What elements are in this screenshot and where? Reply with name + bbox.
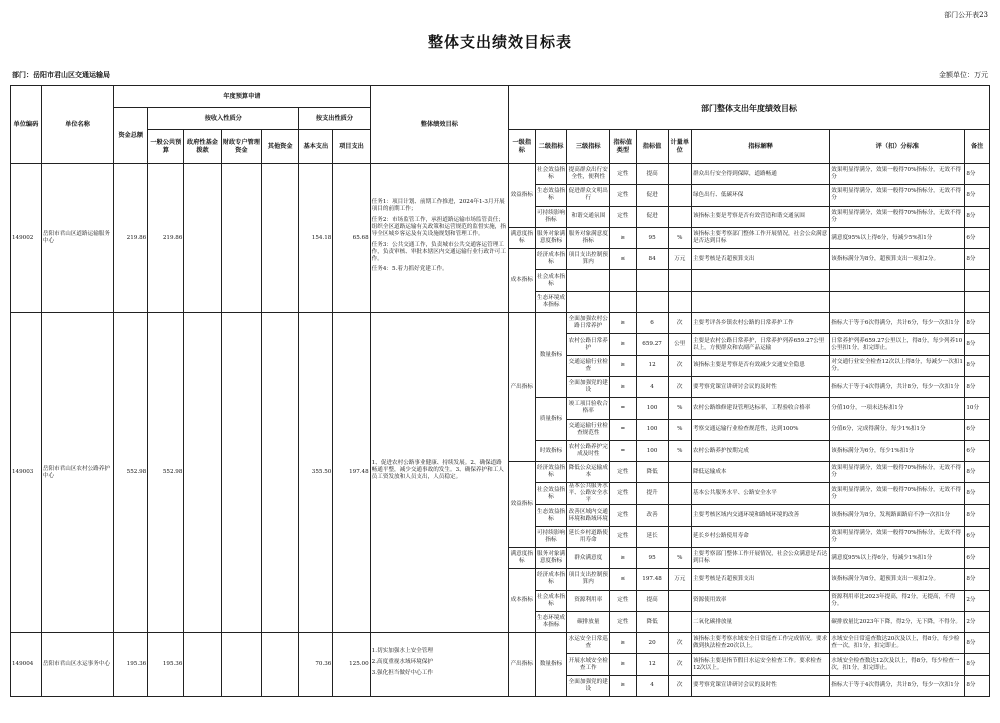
ind-explain-cell: 二氧化碳排放量 [691,611,829,632]
ind-explain-cell: 主要考核是否超预算支出 [691,249,829,270]
header-ind-value: 指标值 [636,130,668,164]
unit-cell [668,611,691,632]
unit-cell [668,291,691,312]
lvl2-cell: 时效指标 [535,440,567,461]
lvl2-cell: 生态效益指标 [535,505,567,526]
lvl1-cell: 效益指标 [508,462,535,548]
ind-explain-cell [691,270,829,291]
other-fin-cell [262,164,299,313]
lvl2-cell: 社会成本指标 [535,590,567,611]
goal-paragraph: 任务1：项目计划、前期工作推进，2024年1-3月开展项目的前期工作； [371,198,505,212]
lvl3-cell: 延长乡村道路使用寿命 [567,526,610,547]
ind-type-cell: ≥ [610,334,637,355]
ind-value-cell: 提高 [636,590,668,611]
unit-name-cell: 岳阳市君山区水运事务中心 [41,633,113,697]
ind-value-cell: 84 [636,249,668,270]
lvl2-cell: 生态环境成本指标 [535,611,567,632]
ind-explain-cell: 主要考核区域内交通环境和路域环境的改善 [691,505,829,526]
ind-explain-cell: 考察交通运输行业检查规范性，达到100% [691,419,829,440]
score-std-cell: 满意度95%以上得6分，每减少1%扣1分 [830,548,965,569]
remark-cell: 8分 [965,334,990,355]
goal-paragraph: 1.切实加强水上安全管理 [371,648,433,655]
score-std-cell: 该指标满分为8分，发现路面路肩不净一次扣1分 [830,505,965,526]
unit-cell [668,505,691,526]
score-std-cell: 分值6分，完成得满分，每少1%扣1分 [830,419,965,440]
lvl3-cell: 群众满意度 [567,548,610,569]
lvl3-cell: 水运安全日常巡查 [567,633,610,654]
project-exp-cell: 125.00 [333,633,370,697]
ind-type-cell: ≥ [610,633,637,654]
lvl1-cell: 满意度指标 [508,548,535,569]
remark-cell: 8分 [965,376,990,397]
unit-cell: 万元 [668,249,691,270]
lvl1-cell: 成本指标 [508,249,535,313]
ind-value-cell: 4 [636,376,668,397]
ind-value-cell: 6 [636,313,668,334]
gov-fund-cell [184,164,221,313]
remark-cell: 8分 [965,569,990,590]
ind-value-cell: 降低 [636,611,668,632]
overall-goal-cell [370,633,508,697]
remark-cell: 2分 [965,611,990,632]
general-budget-cell: 195.36 [148,633,184,697]
lvl2-cell: 可持续影响指标 [535,526,567,547]
unit-cell: % [668,548,691,569]
lvl1-cell: 满意度指标 [508,227,535,248]
ind-explain-cell: 该指标主要考察部门整体工作开展情况，社会公众满意是否达到目标 [691,227,829,248]
remark-cell: 6分 [965,548,990,569]
lvl2-cell: 社会效益指标 [535,483,567,505]
ind-type-cell [610,270,637,291]
header-gov-fund: 政府性基金拨款 [184,130,221,164]
header-income-group: 按收入性质分 [148,108,299,130]
ind-type-cell: 定性 [610,611,637,632]
ind-value-cell: 4 [636,675,668,696]
unit-cell: % [668,419,691,440]
ind-type-cell: ≥ [610,355,637,376]
ind-value-cell: 促进 [636,185,668,206]
ind-type-cell: 定性 [610,505,637,526]
ind-value-cell: 100 [636,398,668,419]
remark-cell [965,291,990,312]
remark-cell: 8分 [965,462,990,483]
remark-cell: 10分 [965,398,990,419]
gov-fund-cell [184,313,221,633]
header-basic-exp: 基本支出 [299,130,333,164]
unit-cell [668,185,691,206]
lvl3-cell: 资源利用率 [567,590,610,611]
score-std-cell: 对交通行业安全检查12次以上得8分，每减少一次扣1分。 [830,355,965,376]
score-std-cell [830,291,965,312]
lvl3-cell [567,291,610,312]
lvl2-cell: 社会成本指标 [535,270,567,291]
score-std-cell [830,270,965,291]
unit-name-cell: 岳阳市君山区道路运输服务中心 [41,164,113,313]
remark-cell [965,270,990,291]
overall-goal-cell [370,313,508,633]
lvl3-cell: 全面加强农村公路日常养护 [567,313,610,334]
header-lvl1: 一级指标 [508,130,535,164]
ind-explain-cell: 绿色出行、低碳环保 [691,185,829,206]
lvl3-cell: 碳排放量 [567,611,610,632]
header-ind-explain: 指标解释 [691,130,829,164]
ind-type-cell: 定性 [610,164,637,185]
lvl3-cell: 竣工项目验收合格率 [567,398,610,419]
ind-explain-cell: 该指标主要是指节假日水运安全检查工作。要求检查12次以上。 [691,654,829,675]
amount-unit-label: 金额单位：万元 [939,71,988,79]
table-row [11,313,990,334]
ind-value-cell: 100 [636,440,668,461]
lvl2-cell: 服务对象满意度指标 [535,227,567,248]
lvl2-cell: 服务对象满意度指标 [535,548,567,569]
score-std-cell: 效果明显得满分，效果一般得70%指标分，无效不得分 [830,206,965,227]
header-total: 资金总额 [114,108,148,164]
header-budget-group: 年度预算申请 [114,86,370,108]
ind-value-cell: 659.27 [636,334,668,355]
header-expense-group: 按支出性质分 [299,108,370,130]
header-unit: 计量单位 [668,130,691,164]
lvl1-cell: 产出指标 [508,313,535,462]
remark-cell: 6分 [965,440,990,461]
score-std-cell: 效果明显得满分，效果一般得70%指标分，无效不得分 [830,462,965,483]
ind-type-cell: = [610,440,637,461]
ind-explain-cell: 群众出行安全得到保障，道路畅通 [691,164,829,185]
ind-explain-cell: 该指标主要考察水域安全日常巡查工作完成情况。要求做到执法检查20次以上。 [691,633,829,654]
unit-cell [668,462,691,483]
score-std-cell: 效果明显得满分，效果一般得70%指标分，无效不得分 [830,483,965,505]
goal-paragraph: 任务2：市场监管工作，承担道路运输市场监管责任；组织全区道路运输有关政策和运营规范的监督实施，指导全区城乡客运及有关设施规划和管理工作。 [371,216,506,237]
special-fin-cell [221,313,261,633]
department-label: 部门：岳阳市君山区交通运输局 [12,70,110,79]
score-std-cell: 分值10分，一项未达标扣1分 [830,398,965,419]
header-ind-type: 指标值类型 [610,130,637,164]
ind-explain-cell: 该指标主要是考察是否有效减少交通安全隐患 [691,355,829,376]
header-overall-goal: 整体绩效目标 [370,86,508,164]
ind-type-cell: = [610,398,637,419]
remark-cell: 8分 [965,185,990,206]
total-cell: 552.98 [114,313,148,633]
lvl1-cell: 效益指标 [508,164,535,228]
remark-cell: 6分 [965,227,990,248]
remark-cell: 8分 [965,633,990,654]
ind-explain-cell: 要考察党课宣讲研讨会议的及时性 [691,675,829,696]
lvl3-cell: 项目支出控制预算内 [567,569,610,590]
lvl3-cell: 改善区域内交通环境和路域环境 [567,505,610,526]
unit-code-cell: 149002 [11,164,42,313]
header-unit-name: 单位名称 [41,86,113,164]
unit-cell [668,483,691,505]
ind-explain-cell: 主要考核是否超预算支出 [691,569,829,590]
unit-cell: 万元 [668,569,691,590]
score-std-cell: 指标大于等于6次得满分，共计6分，每少一次扣1分 [830,313,965,334]
special-fin-cell [221,164,261,313]
page-corner-label: 部门公开表23 [944,11,988,19]
lvl1-cell: 产出指标 [508,633,535,697]
unit-cell [668,590,691,611]
ind-value-cell: 降低 [636,462,668,483]
goal-paragraph: 1、促进农村公路事业健康、持续发展。2、确保道路畅通平整，减少交通事故的发生。3、确保养护和工人员工资发放和人员支出，人员稳定。 [371,460,504,481]
header-special-fin: 财政专户管理资金 [221,130,261,164]
ind-explain-cell: 延长乡村公路使用寿命 [691,526,829,547]
lvl3-cell: 降低公众运输成本 [567,462,610,483]
ind-explain-cell: 农村公路养护按期完成 [691,440,829,461]
unit-cell [668,164,691,185]
ind-explain-cell [691,291,829,312]
unit-cell: % [668,398,691,419]
remark-cell: 8分 [965,675,990,696]
score-std-cell: 该指标满分为8分，超预算支出一项扣2分。 [830,249,965,270]
unit-cell: 次 [668,633,691,654]
remark-cell: 8分 [965,164,990,185]
remark-cell: 6分 [965,526,990,547]
remark-cell: 8分 [965,355,990,376]
ind-type-cell: 定性 [610,185,637,206]
remark-cell: 8分 [965,483,990,505]
goal-paragraph: 3.强化担当做好中心工作 [371,670,433,677]
remark-cell: 8分 [965,249,990,270]
general-budget-cell: 552.98 [148,313,184,633]
goal-paragraph: 任务4：5.着力抓好党建工作。 [371,266,448,273]
ind-value-cell [636,270,668,291]
ind-type-cell: 定性 [610,462,637,483]
ind-type-cell: ≤ [610,249,637,270]
project-exp-cell: 65.68 [333,164,370,313]
lvl3-cell: 项目支出控制预算内 [567,249,610,270]
lvl3-cell [567,270,610,291]
ind-type-cell: ≥ [610,313,637,334]
unit-cell [668,206,691,227]
lvl2-cell: 社会效益指标 [535,164,567,185]
lvl3-cell: 农村公路养护完成及时性 [567,440,610,461]
score-std-cell: 指标大于等于4次得满分，共计8分，每少一次扣1分 [830,376,965,397]
ind-type-cell: 定性 [610,206,637,227]
score-std-cell: 满意度95%以上得6分，每减少5%扣1分 [830,227,965,248]
unit-cell: 次 [668,675,691,696]
remark-cell: 8分 [965,654,990,675]
score-std-cell: 效果明显得满分，效果一般得70%指标分，无效不得分 [830,164,965,185]
score-std-cell: 水域安全检查数达12次及以上，得8分，每少检查一次，扣1分，扣完即止。 [830,654,965,675]
lvl2-cell: 可持续影响指标 [535,206,567,227]
special-fin-cell [221,633,261,697]
remark-cell: 2分 [965,590,990,611]
ind-explain-cell: 资源使用效率 [691,590,829,611]
other-fin-cell [262,633,299,697]
ind-type-cell: 定性 [610,483,637,505]
unit-code-cell: 149003 [11,313,42,633]
project-exp-cell: 197.48 [333,313,370,633]
page-title: 整体支出绩效目标表 [427,33,572,51]
lvl2-cell: 经济成本指标 [535,569,567,590]
ind-value-cell: 改善 [636,505,668,526]
ind-type-cell: ≥ [610,376,637,397]
unit-cell: % [668,227,691,248]
header-unit-code: 单位编码 [11,86,42,164]
score-std-cell: 水域安全日常巡查数达20次及以上，得8分，每少检查一次，扣1分，扣完即止。 [830,633,965,654]
lvl3-cell: 交通运输行业检查规范性 [567,419,610,440]
remark-cell: 6分 [965,419,990,440]
score-std-cell: 该指标满分为8分，超预算支出一项扣2分。 [830,569,965,590]
performance-table [10,85,990,697]
lvl3-cell: 提高群众出行安全性，便利性 [567,164,610,185]
unit-cell: 次 [668,654,691,675]
lvl3-cell: 全面加强党的建设 [567,675,610,696]
lvl2-cell: 经济成本指标 [535,249,567,270]
lvl3-cell: 农村公路日常养护 [567,334,610,355]
score-std-cell: 碳排放量比2023年下降，得2分，无下降，不得分。 [830,611,965,632]
ind-value-cell: 95 [636,227,668,248]
ind-value-cell [636,291,668,312]
unit-code-cell: 149004 [11,633,42,697]
remark-cell: 8分 [965,206,990,227]
ind-type-cell: ≥ [610,675,637,696]
unit-cell: 次 [668,355,691,376]
ind-explain-cell: 农村公路维修建设管理达标率，工程验收合格率 [691,398,829,419]
lvl3-cell: 交通运输行业检查 [567,355,610,376]
header-other-fin: 其他资金 [262,130,299,164]
ind-explain-cell: 该指标主要是考察是否有效营造和谐交通氛围 [691,206,829,227]
ind-type-cell: ≤ [610,569,637,590]
header-perf-group: 部门整体支出年度绩效目标 [508,86,989,130]
lvl2-cell: 生态环境成本指标 [535,291,567,312]
lvl2-cell: 质量指标 [535,398,567,441]
goal-paragraph: 2.高度重视水域环境保护 [371,659,433,666]
lvl3-cell: 全面加强党的建设 [567,376,610,397]
unit-cell [668,526,691,547]
basic-exp-cell: 70.36 [299,633,333,697]
header-lvl2: 二级指标 [535,130,567,164]
ind-type-cell: ≥ [610,548,637,569]
ind-explain-cell: 主要考评各乡镇农村公路的日常养护工作 [691,313,829,334]
lvl2-cell: 数量指标 [535,313,567,398]
basic-exp-cell: 355.50 [299,313,333,633]
unit-name-cell: 岳阳市君山区农村公路养护中心 [41,313,113,633]
gov-fund-cell [184,633,221,697]
ind-value-cell: 提升 [636,483,668,505]
ind-value-cell: 20 [636,633,668,654]
total-cell: 195.36 [114,633,148,697]
ind-type-cell: = [610,419,637,440]
goal-paragraph: 任务3：公共交通工作，负责城市公共交通客运管理工作，负责审核、审批本辖区内交通运输行业行政许可工作。 [371,241,506,262]
score-std-cell: 效果明显得满分，效果一般得70%指标分，无效不得分 [830,526,965,547]
unit-cell: % [668,440,691,461]
remark-cell: 8分 [965,505,990,526]
unit-cell: 次 [668,313,691,334]
ind-value-cell: 100 [636,419,668,440]
unit-cell: 公里 [668,334,691,355]
lvl3-cell: 促进群众文明出行 [567,185,610,206]
ind-value-cell: 12 [636,355,668,376]
ind-type-cell: 定性 [610,590,637,611]
ind-value-cell: 提高 [636,164,668,185]
lvl2-cell: 生态效益指标 [535,185,567,206]
header-general-budget: 一般公共预算 [148,130,184,164]
lvl3-cell: 和谐交通氛围 [567,206,610,227]
other-fin-cell [262,313,299,633]
overall-goal-cell [370,164,508,313]
ind-type-cell: 定性 [610,526,637,547]
score-std-cell: 日常养护列养659.27公里以上，得8分，每少列养10公里扣1分，扣完即止。 [830,334,965,355]
header-score-std: 评（扣）分标准 [830,130,965,164]
ind-explain-cell: 主要是农村公路日常养护，日常养护列养659.27公里以上，方便群众和农副产品运输 [691,334,829,355]
header-project-exp: 项目支出 [333,130,370,164]
lvl2-cell: 数量指标 [535,633,567,697]
remark-cell: 8分 [965,313,990,334]
score-std-cell: 该指标满分为6分，每少1%扣1分 [830,440,965,461]
score-std-cell: 指标大于等于4次得满分，共计8分，每少一次扣1分 [830,675,965,696]
ind-explain-cell: 基本公共服务水平、公路安全水平 [691,483,829,505]
ind-type-cell [610,291,637,312]
total-cell: 219.86 [114,164,148,313]
basic-exp-cell: 154.18 [299,164,333,313]
lvl1-cell: 成本指标 [508,569,535,633]
table-row [11,164,990,185]
ind-value-cell: 促进 [636,206,668,227]
ind-explain-cell: 要考察党课宣讲研讨会议的及时性 [691,376,829,397]
ind-value-cell: 197.48 [636,569,668,590]
ind-value-cell: 12 [636,654,668,675]
ind-value-cell: 延长 [636,526,668,547]
ind-value-cell: 95 [636,548,668,569]
ind-type-cell: ≥ [610,227,637,248]
ind-explain-cell: 降低运输成本 [691,462,829,483]
table-row [11,633,990,654]
lvl3-cell: 服务对象满意度指标 [567,227,610,248]
score-std-cell: 资源利用率比2023年提高，得2分，无提高，不得分。 [830,590,965,611]
ind-type-cell: ≥ [610,654,637,675]
lvl2-cell: 经济效益指标 [535,462,567,483]
general-budget-cell: 219.86 [148,164,184,313]
lvl3-cell: 基本公共服务水平、公路安全水平 [568,483,608,504]
unit-cell: 次 [668,376,691,397]
unit-cell [668,270,691,291]
header-lvl3: 三级指标 [567,130,610,164]
ind-explain-cell: 主要考察部门整体工作开展情况，社会公众满意是否达到目标 [691,548,829,569]
header-remark: 备注 [965,130,990,164]
lvl3-cell: 开展水域安全检查工作 [567,654,610,675]
score-std-cell: 效果明显得满分，效果一般得70%指标分，无效不得分 [830,185,965,206]
